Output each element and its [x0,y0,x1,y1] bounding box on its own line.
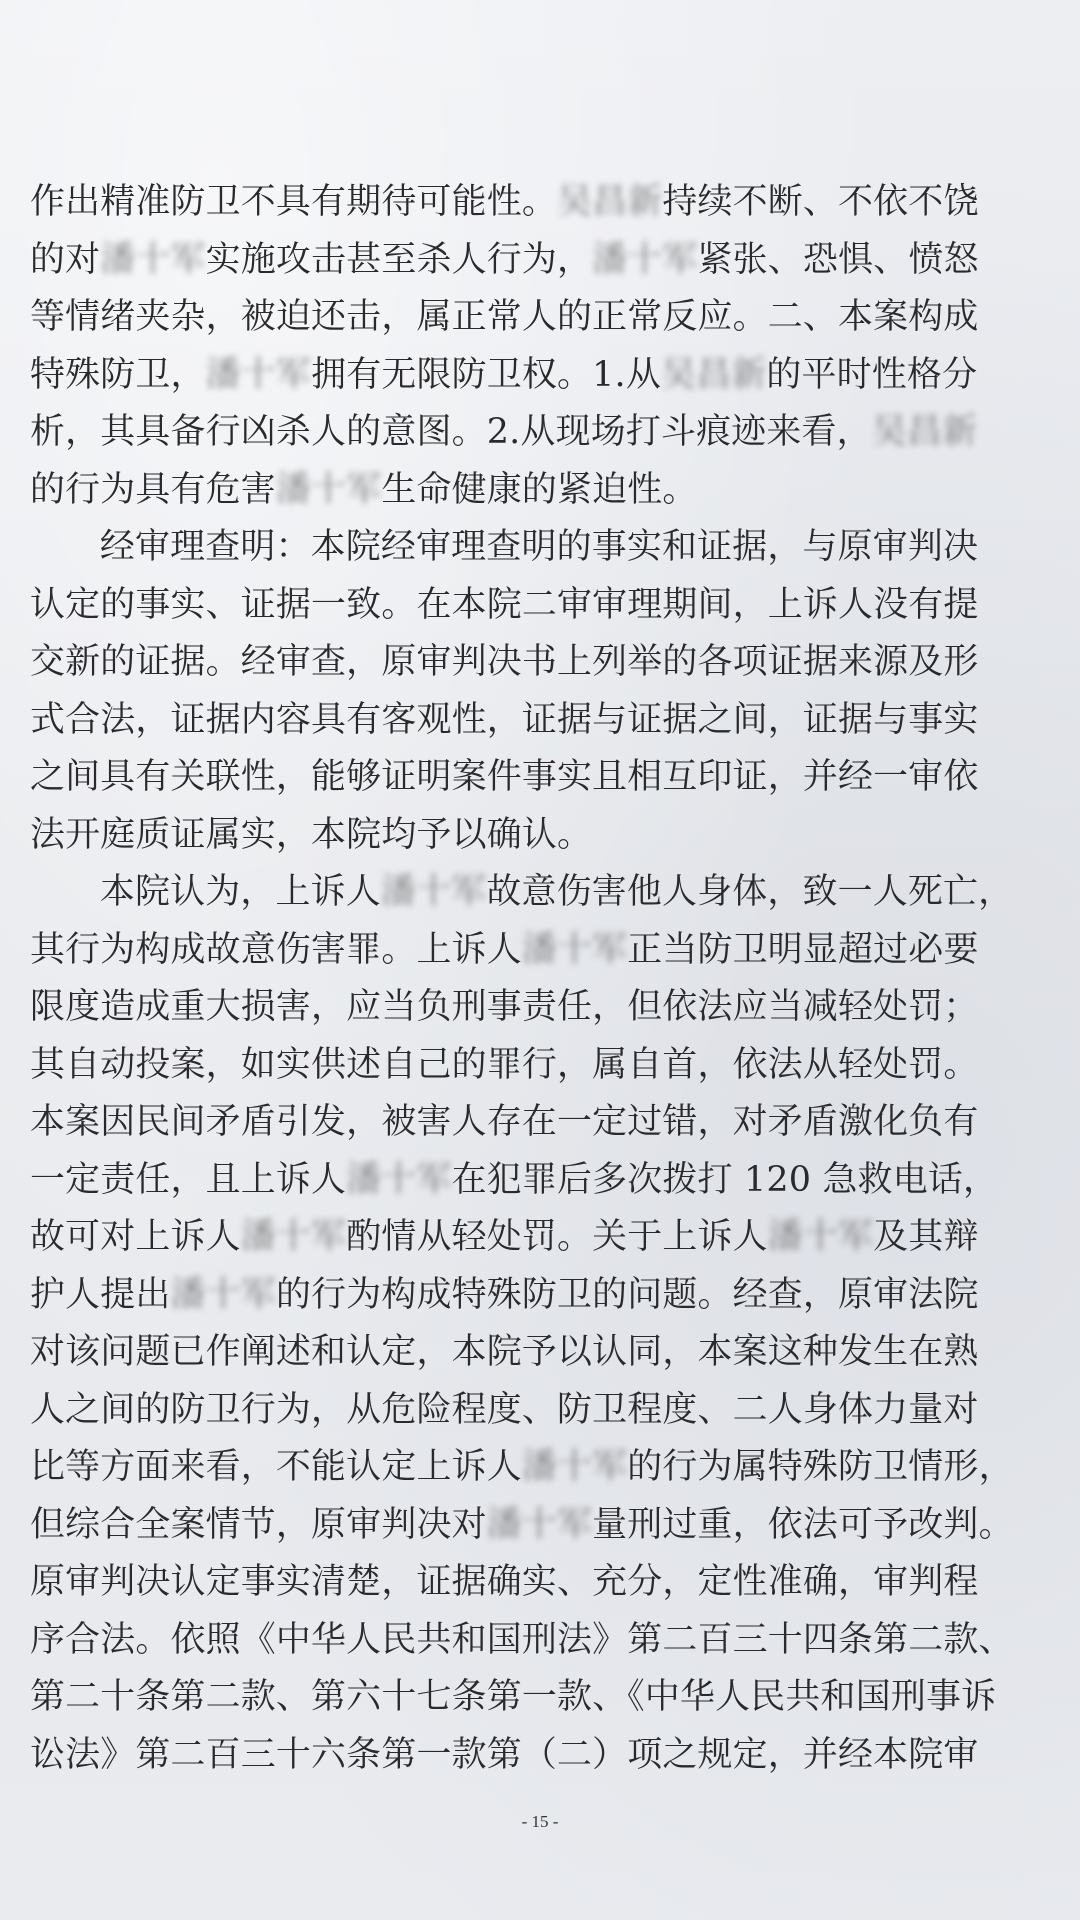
redacted-name: 潘十军 [592,239,698,280]
redacted-name: 潘十军 [100,239,206,280]
text-segment: 限度造成重大损害，应当负刑事责任，但依法应当减轻处罚； [30,987,979,1027]
text-line [30,174,1054,232]
text-line [30,1324,1054,1382]
text-segment: 本院认为，上诉人 [99,872,381,912]
text-segment: 析，其具备行凶杀人的意图。2.从现场打斗痕迹来看， [30,412,872,452]
text-segment: 拥有无限防卫权。1.从 [311,354,662,395]
text-line [30,634,1054,692]
text-line [30,749,1054,807]
text-line [30,1612,1054,1670]
text-line [30,1497,1054,1555]
text-segment: 其行为构成故意伤害罪。上诉人 [30,929,522,970]
text-segment: 的平时性格分 [766,354,978,395]
text-segment: 作出精准防卫不具有期待可能性。 [30,182,557,222]
text-line [30,232,1054,290]
text-line [30,864,1054,922]
redacted-name: 潘十军 [170,1274,276,1315]
text-segment: 经审理查明：本院经审理查明的事实和证据，与原审判决 [99,527,979,567]
text-segment: 特殊防卫， [30,354,206,395]
text-line [30,1439,1054,1497]
redacted-name: 潘十军 [380,872,487,912]
text-line [30,347,1054,405]
text-segment: 认定的事实、证据一致。在本院二审审理期间，上诉人没有提 [30,584,979,625]
redacted-name: 潘十军 [240,1217,347,1257]
text-line [30,404,1054,462]
text-segment: 人之间的防卫行为，从危险程度、防卫程度、二人身体力量对 [30,1389,979,1430]
text-line [30,1727,1054,1785]
text-segment: 故可对上诉人 [30,1217,241,1257]
text-line [30,462,1054,520]
text-line [30,1152,1054,1210]
text-line [30,519,1054,577]
text-segment: 序合法。依照《中华人民共和国刑法》第二百三十四条第二款、 [30,1619,1014,1660]
text-segment: 交新的证据。经审查，原审判决书上列举的各项证据来源及形 [30,642,979,682]
text-line [30,922,1054,980]
text-segment: 对该问题已作阐述和认定，本院予以认同，本案这种发生在熟 [30,1332,979,1372]
redacted-name: 潘十军 [275,469,382,510]
text-segment: 酌情从轻处罚。关于上诉人 [346,1217,768,1257]
text-segment: 护人提出 [30,1274,171,1315]
redacted-name: 吴昌新 [871,412,978,452]
text-segment: 但综合全案情节，原审判决对 [30,1504,487,1545]
text-line [30,1382,1054,1440]
text-segment: 及其辩 [873,1217,979,1257]
text-line [30,979,1054,1037]
text-segment: 比等方面来看，不能认定上诉人 [30,1447,522,1487]
text-segment: 紧张、恐惧、愤怒 [697,239,979,280]
text-segment: 持续不断、不依不饶 [662,182,979,222]
redacted-name: 潘十军 [521,1447,628,1487]
text-line [30,289,1054,347]
text-segment: 的行为具有危害 [30,469,276,510]
text-segment: 式合法，证据内容具有客观性，证据与证据之间，证据与事实 [30,699,979,740]
text-segment: 的行为属特殊防卫情形， [627,1447,1014,1487]
text-line [30,1554,1054,1612]
text-segment: 在犯罪后多次拨打 120 急救电话， [451,1159,999,1200]
text-segment: 故意伤害他人身体，致一人死亡， [486,872,1014,912]
text-line [30,1037,1054,1095]
text-line [30,577,1054,635]
text-line [30,692,1054,750]
text-segment: 一定责任，且上诉人 [30,1159,347,1200]
text-segment: 的行为构成特殊防卫的问题。经查，原审法院 [275,1274,979,1315]
redacted-name: 潘十军 [346,1159,452,1200]
page-number: - 15 - [521,1812,559,1831]
redacted-name: 吴昌新 [661,354,767,395]
redacted-name: 潘十军 [486,1504,593,1545]
text-segment: 其自动投案，如实供述自己的罪行，属自首，依法从轻处罚。 [30,1044,979,1085]
text-segment: 生命健康的紧迫性。 [381,469,698,510]
text-segment: 法开庭质证属实，本院均予以确认。 [30,814,593,855]
text-segment: 原审判决认定事实清楚，证据确实、充分，定性准确，审判程 [30,1562,979,1602]
text-line [30,1094,1054,1152]
text-line [30,1669,1054,1727]
redacted-name: 潘十军 [767,1217,874,1257]
text-segment: 本案因民间矛盾引发，被害人存在一定过错，对矛盾激化负有 [30,1102,979,1142]
text-segment: 的对 [30,239,101,280]
redacted-name: 吴昌新 [556,182,663,222]
text-line [30,1209,1054,1267]
text-segment: 等情绪夹杂，被迫还击，属正常人的正常反应。二、本案构成 [30,297,979,337]
redacted-name: 潘十军 [521,929,628,970]
text-segment: 之间具有关联性，能够证明案件事实且相互印证，并经一审依 [30,757,979,797]
text-segment: 实施攻击甚至杀人行为， [205,239,593,280]
text-line [30,1267,1054,1325]
document-body [30,174,1056,1784]
text-line [30,807,1054,865]
text-segment: 讼法》第二百三十六条第一款第（二）项之规定，并经本院审 [30,1734,979,1775]
text-segment: 正当防卫明显超过必要 [627,929,979,970]
redacted-name: 潘十军 [205,354,312,395]
text-segment: 第二十条第二款、第六十七条第一款、《中华人民共和国刑事诉 [30,1677,997,1717]
text-segment: 量刑过重，依法可予改判。 [592,1504,1014,1545]
